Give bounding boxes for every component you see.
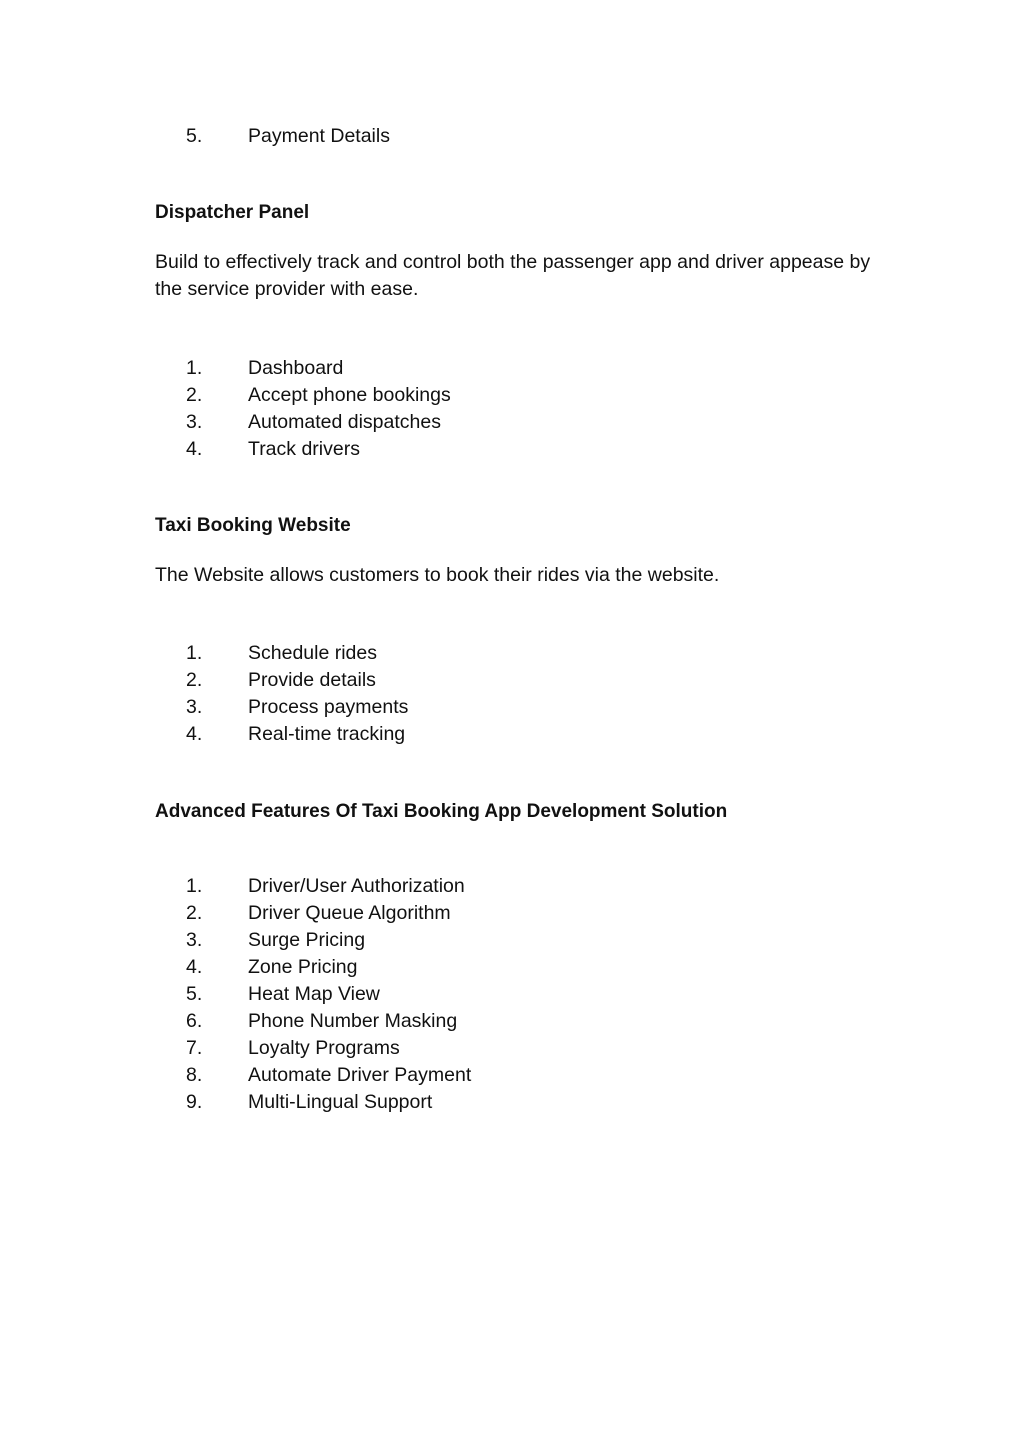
list-item-text: Heat Map View [248, 983, 380, 1005]
list-item-number: 1. [186, 357, 203, 379]
taxi-booking-website-heading: Taxi Booking Website [155, 515, 351, 536]
list-item-text: Track drivers [248, 438, 360, 460]
list-item-text: Multi-Lingual Support [248, 1091, 433, 1113]
list-item-number: 5. [186, 983, 203, 1005]
list-item-text: Payment Details [248, 125, 390, 147]
list-item-number: 2. [186, 902, 203, 924]
list-item-number: 5. [186, 125, 203, 147]
list-item-number: 9. [186, 1091, 203, 1113]
list-item-text: Phone Number Masking [248, 1010, 458, 1032]
list-item-number: 8. [186, 1064, 203, 1086]
list-item-text: Real-time tracking [248, 723, 406, 745]
list-item-text: Schedule rides [248, 642, 377, 664]
list-item-number: 1. [186, 642, 203, 664]
taxi-booking-website-paragraph: The Website allows customers to book their rides via the website. [155, 564, 720, 586]
list-item-number: 2. [186, 384, 203, 406]
dispatcher-panel-paragraph: Build to effectively track and control both the passenger app and driver appease by the service provider with ease. [155, 251, 871, 300]
list-item-text: Driver Queue Algorithm [248, 902, 451, 924]
list-item-number: 4. [186, 956, 203, 978]
advanced-features-heading: Advanced Features Of Taxi Booking App Development Solution [155, 801, 728, 822]
list-item-text: Surge Pricing [248, 929, 366, 951]
list-item-text: Provide details [248, 669, 376, 691]
list-item-number: 1. [186, 875, 203, 897]
list-item-number: 2. [186, 669, 203, 691]
list-item-text: Accept phone bookings [248, 384, 451, 406]
list-item-number: 3. [186, 929, 203, 951]
list-item-text: Driver/User Authorization [248, 875, 465, 897]
list-item-number: 3. [186, 411, 203, 433]
list-item-number: 7. [186, 1037, 203, 1059]
list-item-number: 4. [186, 438, 203, 460]
list-item-number: 3. [186, 696, 203, 718]
list-item-text: Automated dispatches [248, 411, 441, 433]
list-item-text: Loyalty Programs [248, 1037, 400, 1059]
dispatcher-panel-heading: Dispatcher Panel [155, 202, 310, 223]
list-item-number: 4. [186, 723, 203, 745]
list-item-text: Zone Pricing [248, 956, 358, 978]
list-item-text: Process payments [248, 696, 409, 718]
list-item-number: 6. [186, 1010, 203, 1032]
list-item-text: Dashboard [248, 357, 344, 379]
list-item-text: Automate Driver Payment [248, 1064, 472, 1086]
